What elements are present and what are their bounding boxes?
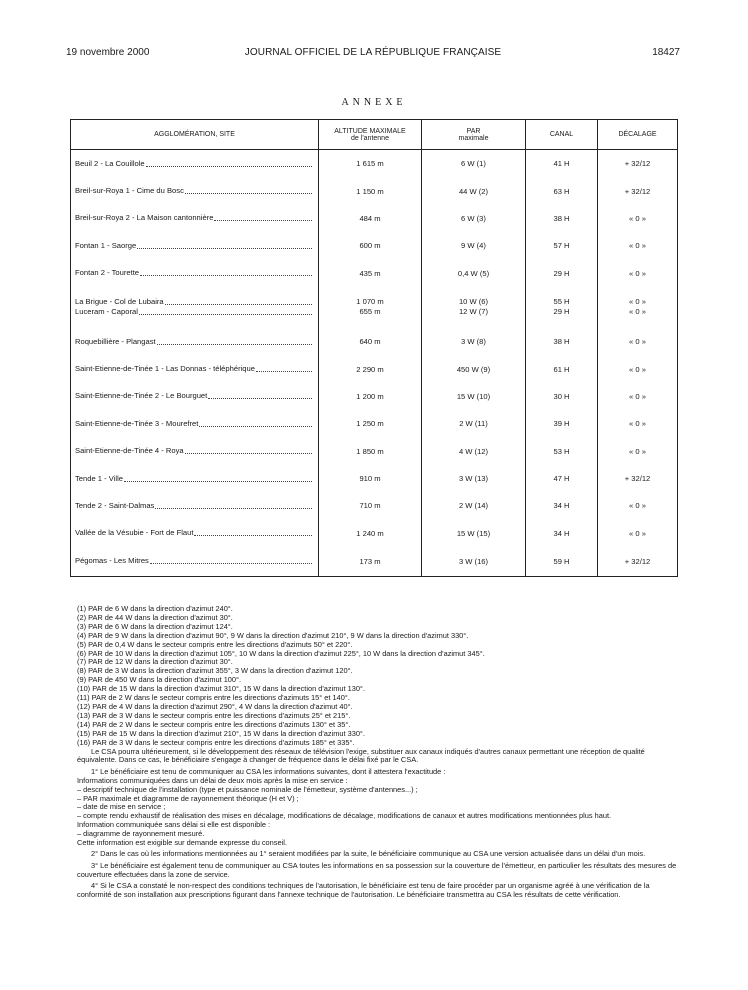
footnote: (2) PAR de 44 W dans la direction d'azimut 30°. — [77, 612, 233, 622]
table-header-row — [71, 120, 678, 150]
decalage-cell: + 32/12 — [598, 465, 678, 492]
par-cell: 15 W (15) — [422, 520, 526, 547]
site-name: Saint-Etienne-de-Tinée 3 - Mourefret — [75, 418, 199, 428]
site-name: Roquebillière - Plangast — [75, 336, 156, 346]
decalage-cell: « 0 » — [598, 492, 678, 519]
altitude-cell: 1 240 m — [319, 520, 422, 547]
par-cell: 450 W (9) — [422, 355, 526, 382]
canal-cell: 38 H — [526, 205, 598, 232]
site-name: Saint-Etienne-de-Tinée 1 - Las Donnas - téléphérique — [75, 364, 255, 374]
footnote: (7) PAR de 12 W dans la direction d'azimut 30°. — [77, 657, 233, 667]
info-on-request: Cette information est exigible sur demande expresse du conseil. — [77, 838, 287, 848]
decalage-cell: « 0 » — [598, 355, 678, 382]
table-row — [71, 205, 678, 232]
table-row — [71, 287, 678, 328]
site-name: Fontan 2 - Tourette — [75, 268, 140, 278]
par-cell: 2 W (11) — [422, 410, 526, 437]
col-header-par: PAR maximale — [422, 120, 526, 150]
canal-cell: 61 H — [526, 355, 598, 382]
par-cell: 3 W (16) — [422, 547, 526, 576]
col-header-canal: CANAL — [526, 120, 598, 150]
running-head — [66, 47, 680, 61]
altitude-cell: 1 250 m — [319, 410, 422, 437]
site-name: Breil-sur-Roya 1 - Cime du Bosc — [75, 186, 184, 196]
par-cell: 3 W (13) — [422, 465, 526, 492]
footnote: (1) PAR de 6 W dans la direction d'azimut 240°. — [77, 604, 233, 613]
par-cell: 4 W (12) — [422, 438, 526, 465]
decalage-cell: « 0 » — [598, 232, 678, 259]
decalage-cell: « 0 » — [598, 205, 678, 232]
dash-item: – date de mise en service ; — [77, 802, 166, 812]
footnote: (10) PAR de 15 W dans la direction d'azimut 310°, 15 W dans la direction d'azimut 130°. — [77, 684, 365, 694]
canal-cell: 38 H — [526, 328, 598, 355]
canal-cell: 30 H — [526, 383, 598, 410]
annex-title: ANNEXE — [341, 97, 407, 108]
footnote: (13) PAR de 3 W dans le secteur compris entre les directions d'azimuts 25° et 215°. — [77, 710, 351, 720]
table-row — [71, 492, 678, 519]
decalage-cell: « 0 » « 0 » — [598, 287, 678, 328]
table-row — [71, 438, 678, 465]
footnote: (15) PAR de 15 W dans la direction d'azimut 210°, 15 W dans la direction d'azimut 330°. — [77, 728, 365, 738]
altitude-cell: 1 070 m 655 m — [319, 287, 422, 328]
par-cell: 9 W (4) — [422, 232, 526, 259]
decalage-cell: « 0 » — [598, 438, 678, 465]
site-name: Saint-Etienne-de-Tinée 2 - Le Bourguet — [75, 391, 208, 401]
footnote-list — [77, 605, 677, 748]
canal-cell: 59 H — [526, 547, 598, 576]
altitude-cell: 640 m — [319, 328, 422, 355]
decalage-cell: « 0 » — [598, 520, 678, 547]
point-4: 4° Si le CSA a constaté le non-respect des conditions techniques de l'autorisation, le bénéficiaire est tenu de faire procéder par un organisme agréé à une vérification de la conformité de son installation aux prescriptions figurant dans l'annexe technique de l'autorisation. Le bénéficiaire transmettra au CSA les résultats de cette vérification. — [77, 881, 650, 900]
par-cell: 10 W (6) 12 W (7) — [422, 287, 526, 328]
point-3: 3° Le bénéficiaire est également tenu de communiquer au CSA toutes les informations en sa possession sur la couverture de l'émetteur, en particulier les résultats des mesures de couverture effectuées dans la zone de service. — [77, 860, 677, 879]
altitude-cell: 173 m — [319, 547, 422, 576]
decalage-cell: « 0 » — [598, 383, 678, 410]
footnote: (4) PAR de 9 W dans la direction d'azimut 90°, 9 W dans la direction d'azimut 210°, 9 W dans la direction d'azimut 330°. — [77, 630, 469, 640]
altitude-cell: 710 m — [319, 492, 422, 519]
decalage-cell: + 32/12 — [598, 177, 678, 204]
altitude-cell: 1 850 m — [319, 438, 422, 465]
altitude-cell: 484 m — [319, 205, 422, 232]
footnote: (16) PAR de 3 W dans le secteur compris entre les directions d'azimuts 185° et 335°. — [77, 737, 355, 747]
site-name: Beuil 2 - La Couillole — [75, 158, 145, 168]
canal-cell: 47 H — [526, 465, 598, 492]
decalage-cell: + 32/12 — [598, 547, 678, 576]
page-number: 18427 — [652, 47, 680, 58]
par-cell: 15 W (10) — [422, 383, 526, 410]
par-cell: 44 W (2) — [422, 177, 526, 204]
csa-paragraph: Le CSA pourra ultérieurement, si le développement des réseaux de télévision l'exige, substituer aux canaux indiqués d'autres canaux permettant une réception de qualité équivalente. Dans ce cas, le bénéficiaire s'engage à changer de fréquence dans le délai fixé par le CSA. — [77, 746, 645, 765]
site-name: Luceram - Caporal — [75, 307, 138, 317]
table-row — [71, 260, 678, 287]
table-row — [71, 547, 678, 576]
altitude-cell: 1 615 m — [319, 150, 422, 178]
altitude-cell: 435 m — [319, 260, 422, 287]
altitude-cell: 1 200 m — [319, 383, 422, 410]
altitude-cell: 600 m — [319, 232, 422, 259]
table-row — [71, 520, 678, 547]
dash-item: – PAR maximale et diagramme de rayonnement théorique (H et V) ; — [77, 793, 299, 803]
altitude-cell: 2 290 m — [319, 355, 422, 382]
par-cell: 3 W (8) — [422, 328, 526, 355]
canal-cell: 55 H 29 H — [526, 287, 598, 328]
footnote: (12) PAR de 4 W dans la direction d'azimut 290°, 4 W dans la direction d'azimut 40°. — [77, 701, 353, 711]
dash-item: – compte rendu exhaustif de réalisation des mises en décalage, modifications de décalage, modifications de canaux et autres modifications mentionnées plus haut. — [77, 811, 612, 821]
site-name: Tende 1 - Ville — [75, 473, 123, 483]
site-name: La Brigue - Col de Lubaira — [75, 297, 164, 307]
canal-cell: 63 H — [526, 177, 598, 204]
table-row — [71, 383, 678, 410]
table-row — [71, 177, 678, 204]
decalage-cell: « 0 » — [598, 328, 678, 355]
col-header-altitude: ALTITUDE MAXIMALE de l'antenne — [319, 120, 422, 150]
issue-date: 19 novembre 2000 — [66, 47, 150, 58]
dash-item: – diagramme de rayonnement mesuré. — [77, 829, 205, 839]
decalage-cell: « 0 » — [598, 260, 678, 287]
notes-section — [77, 605, 677, 900]
canal-cell: 39 H — [526, 410, 598, 437]
point-2: 2° Dans le cas où les informations mentionnées au 1° seraient modifiées par la suite, le bénéficiaire communique au CSA une version actualisée dans un délai d'un mois. — [91, 849, 646, 859]
decalage-cell: + 32/12 — [598, 150, 678, 178]
table-row — [71, 328, 678, 355]
footnote: (11) PAR de 2 W dans le secteur compris entre les directions d'azimuts 15° et 140°. — [77, 693, 350, 703]
par-cell: 6 W (1) — [422, 150, 526, 178]
footnote: (14) PAR de 2 W dans le secteur compris entre les directions d'azimuts 130° et 35°. — [77, 719, 351, 729]
site-name: Tende 2 - Saint-Dalmas — [75, 500, 155, 510]
footnote: (3) PAR de 6 W dans la direction d'azimut 124°. — [77, 621, 233, 631]
col-header-decalage: DÉCALAGE — [598, 120, 678, 150]
canal-cell: 53 H — [526, 438, 598, 465]
site-name: Pégomas - Les Mitres — [75, 556, 149, 566]
table-row — [71, 355, 678, 382]
info-no-delay: Information communiquée sans délai si elle est disponible : — [77, 820, 271, 830]
point-1: 1° Le bénéficiaire est tenu de communiquer au CSA les informations suivantes, dont il attestera l'exactitude : — [91, 766, 446, 776]
canal-cell: 34 H — [526, 492, 598, 519]
site-name: Saint-Etienne-de-Tinée 4 - Roya — [75, 446, 184, 456]
canal-cell: 29 H — [526, 260, 598, 287]
table-row — [71, 232, 678, 259]
canal-cell: 34 H — [526, 520, 598, 547]
site-name: Breil-sur-Roya 2 - La Maison cantonnière — [75, 213, 214, 223]
site-name: Fontan 1 - Saorge — [75, 240, 137, 250]
footnote: (6) PAR de 10 W dans la direction d'azimut 105°, 10 W dans la direction d'azimut 225°, 10 W dans la direction d'azimut 345°. — [77, 648, 485, 658]
par-cell: 2 W (14) — [422, 492, 526, 519]
table-row — [71, 410, 678, 437]
info-two-months: Informations communiquées dans un délai de deux mois après la mise en service : — [77, 775, 348, 785]
footnote: (5) PAR de 0,4 W dans le secteur compris entre les directions d'azimuts 50° et 220°. — [77, 639, 353, 649]
table-row — [71, 150, 678, 178]
altitude-cell: 910 m — [319, 465, 422, 492]
col-header-site: AGGLOMÉRATION, SITE — [71, 120, 319, 150]
canal-cell: 57 H — [526, 232, 598, 259]
dash-item: – descriptif technique de l'installation (type et puissance nominale de l'émetteur, système d'antennes...) ; — [77, 784, 418, 794]
journal-title: JOURNAL OFFICIEL DE LA RÉPUBLIQUE FRANÇAISE — [244, 47, 502, 58]
par-cell: 6 W (3) — [422, 205, 526, 232]
canal-cell: 41 H — [526, 150, 598, 178]
par-cell: 0,4 W (5) — [422, 260, 526, 287]
site-name: Vallée de la Vésubie - Fort de Flaut — [75, 528, 194, 538]
frequency-table — [70, 119, 678, 577]
decalage-cell: « 0 » — [598, 410, 678, 437]
footnote: (8) PAR de 3 W dans la direction d'azimut 355°, 3 W dans la direction d'azimut 120°. — [77, 666, 353, 676]
footnote: (9) PAR de 450 W dans la direction d'azimut 100°. — [77, 675, 242, 685]
table-row — [71, 465, 678, 492]
altitude-cell: 1 150 m — [319, 177, 422, 204]
